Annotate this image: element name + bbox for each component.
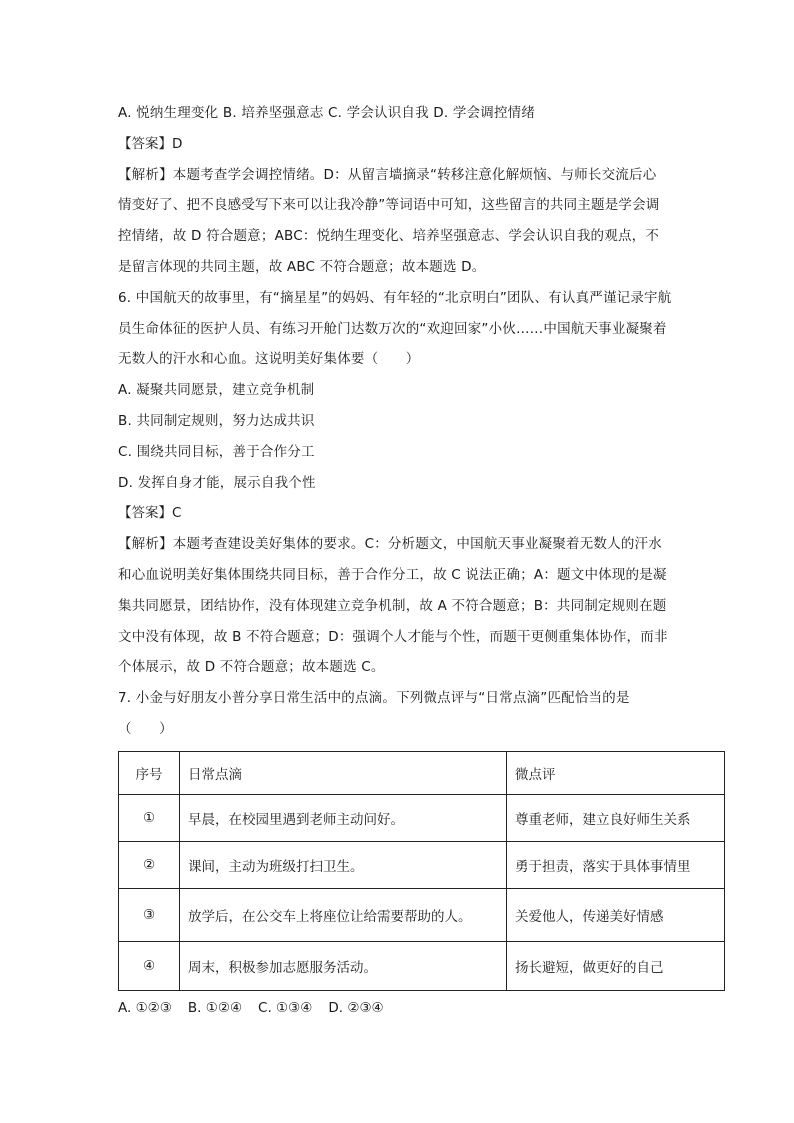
- table-header-cell: 序号: [119, 751, 180, 794]
- table-cell-review: 勇于担责，落实于具体事情里: [507, 841, 725, 888]
- q6-option-a: A. 凝聚共同愿景，建立竞争机制: [118, 382, 315, 399]
- q5-analysis-line: 【解析】本题考查学会调控情绪。D：从留言墙摘录“转移注意化解烦恼、与师长交流后心: [118, 166, 657, 183]
- q7-option-a: A. ①②③: [118, 999, 172, 1016]
- q6-analysis-line: 和心血说明美好集体围绕共同目标，善于合作分工，故 C 说法正确；A：题文中体现的是凝: [118, 566, 667, 583]
- q7-options: [118, 993, 674, 1023]
- table-cell-daily: 放学后，在公交车上将座位让给需要帮助的人。: [180, 888, 507, 941]
- table-cell-review: 尊重老师，建立良好师生关系: [507, 794, 725, 841]
- table-cell-seq: ④: [119, 941, 180, 990]
- table-row: [119, 841, 725, 888]
- q5-analysis-line: 是留言体现的共同主题，故 ABC 不符合题意；故本题选 D。: [118, 258, 486, 275]
- q5-options: A. 悦纳生理变化 B. 培养坚强意志 C. 学会认识自我 D. 学会调控情绪: [118, 105, 536, 121]
- table-cell-daily: 周末，积极参加志愿服务活动。: [180, 941, 507, 990]
- q6-answer: 【答案】C: [118, 505, 182, 522]
- document-page: [118, 98, 691, 1023]
- q5-analysis-line: 控情绪，故 D 符合题意；ABC：悦纳生理变化、培养坚强意志、学会认识自我的观点，不: [118, 228, 660, 245]
- q7-option-b: B. ①②④: [187, 999, 243, 1016]
- table-row: [119, 888, 725, 941]
- table-cell-seq: ②: [119, 841, 180, 888]
- table-header-cell: 微点评: [507, 751, 725, 794]
- q7-table: [118, 751, 725, 991]
- q6-analysis: [118, 529, 674, 683]
- q5-analysis-line: 情变好了、把不良感受写下来可以让我冷静”等词语中可知，这些留言的共同主题是学会调: [118, 197, 660, 214]
- q6-analysis-line: 【解析】本题考查建设美好集体的要求。C：分析题文，中国航天事业凝聚着无数人的汗水: [118, 536, 662, 553]
- table-row: [119, 794, 725, 841]
- table-header-cell: 日常点滴: [180, 751, 507, 794]
- q5-answer: 【答案】D: [118, 135, 183, 152]
- q6-analysis-line: 文中没有体现，故 B 不符合题意；D：强调个人才能与个性，而题干更侧重集体协作，而非: [118, 628, 668, 645]
- table-row: [119, 941, 725, 990]
- table-cell-review: 扬长避短，做更好的自己: [507, 941, 725, 990]
- table-cell-daily: 早晨，在校园里遇到老师主动问好。: [180, 794, 507, 841]
- table-cell-daily: 课间，主动为班级打扫卫生。: [180, 841, 507, 888]
- q6-option-b: B. 共同制定规则，努力达成共识: [118, 412, 315, 429]
- q6-option-d: D. 发挥自身才能，展示自我个性: [118, 474, 316, 491]
- q5-analysis: [118, 160, 674, 283]
- q6-analysis-line: 个体展示，故 D 不符合题意；故本题选 C。: [118, 659, 385, 676]
- q7-option-c: C. ①③④: [258, 999, 313, 1016]
- table-cell-seq: ③: [119, 888, 180, 941]
- q6-option-c: C. 围绕共同目标，善于合作分工: [118, 443, 315, 460]
- q6-analysis-line: 集共同愿景，团结协作，没有体现建立竞争机制，故 A 不符合题意；B：共同制定规则在题: [118, 597, 667, 614]
- table-cell-review: 关爱他人，传递美好情感: [507, 888, 725, 941]
- q6-stem-line: 6. 中国航天的故事里，有“摘星星”的妈妈、有年轻的“北京明白”团队、有认真严谨记录宇航: [118, 289, 672, 306]
- q7-stem: 7. 小金与好朋友小普分享日常生活中的点滴。下列微点评与“日常点滴”匹配恰当的是: [118, 690, 630, 707]
- q7-option-d: D. ②③④: [328, 999, 384, 1016]
- q6-stem-line: 无数人的汗水和心血。这说明美好集体要（ ）: [118, 351, 420, 368]
- q6-stem: [118, 283, 674, 375]
- table-header-row: [119, 751, 725, 794]
- q6-stem-line: 员生命体征的医护人员、有练习开舱门达数万次的“欢迎回家”小伙……中国航天事业凝聚着: [118, 320, 667, 337]
- table-cell-seq: ①: [119, 794, 180, 841]
- q7-stem-paren: （ ）: [118, 720, 173, 737]
